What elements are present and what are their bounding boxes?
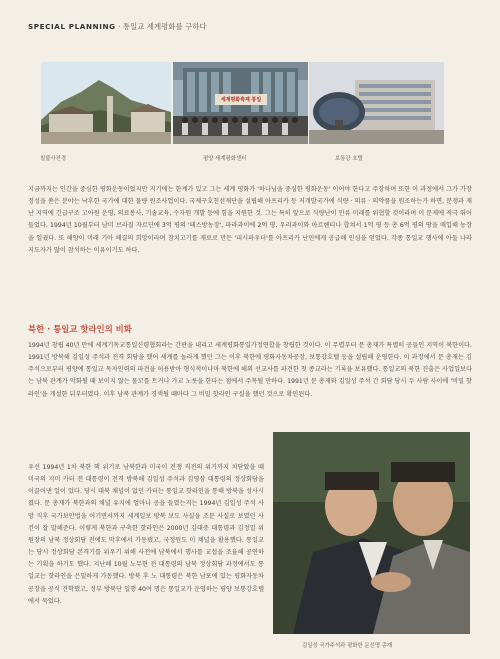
- banner-text: 세계평화축제 통일: [220, 97, 262, 103]
- header-separator: ·: [118, 22, 121, 31]
- hotel-photo: [309, 62, 444, 144]
- temple-image: [41, 62, 171, 144]
- leaders-embrace-photo: [273, 432, 470, 634]
- paragraph-hotline: 1994년 창립 40년 만에 세계기독교통일신령협회라는 간판을 내리고 세계평화통일가정연합을 창립한 것이다. 이 무렵부터 문 총재가 특별히 공들인 지역이 북한이다. 1991년 방북해 김일성 주석과 전격 회담을 했어 세계를 놀라게 했던 그는 이후 북한에 평화자동차공장, 보통강호텔 등을 설립해 운영한다. 이 과정에서 문 총재는 김 주석으로부터 평양에 통일교 독자인력의 파견을 허용받아 형식적이나마 북한에 해외 선교사를 파견한 첫 종교라는 기록을 보유했다. 통일교의 북한 진출은 사업일보다는 남북 관계가 악화될 때 보이지 않는 물꼬를 트거나 가교 노릇을 한다는 점에서 주목될 만하다. 1991년 문 총재와 김일성 주석 간 회담 당시 두 사람 사이에 '비밀 핫라인'을 개설한 뒤부터였다. 이후 남북 관계가 경색될 때마다 그 비밀 핫라인 구실을 했던 것으로 확인된다.: [28, 342, 472, 398]
- peace-center-photo: [173, 62, 308, 144]
- temple-photo: [41, 62, 171, 144]
- paragraph-history: 우선 1994년 1차 북한 핵 위기로 남북한과 미국이 전쟁 직전의 위기까지 치닫았을 때 미국의 지미 카터 전 대통령이 전격 방북해 김일성 주석과 김영삼 대통령의 정상회담을 이끌어낸 일이 있다. 당시 대북 채널이 없던 카터는 통일교 핫라인을 통해 방북을 성사시켰다. 문 총재가 북한과의 채널 유지에 얼마나 공을 들였는지는 1994년 김일성 주석 사망 직후 국가보안법을 어기면서까지 세계일보 방북 보도 사실을 조문 사실로 보였던 사건이 잘 말해준다. 이렇게 북한과 구축한 핫라인은 2000년 김대중 대통령과 김정일 위원장의 남북 정상회담 전에도 막후에서 가동됐고, 국정원도 이 채널을 활용했다. 통일교는 당시 정상회담 본격기를 위우기 위해 사전에 남북에서 행사를 교섭을 조율해 공연하는 기획을 하기도 했다. 지난해 10월 노무현 전 대통령의 남북 정상회담 과정에서도 통일교는 핫라인을 은밀하게 가동했다. 방북 후 노 대통령은 북한 남포에 있는 평화자동차공장을 공식 견학했고, 정부 방북단 일행 40여 명은 통일교가 운영하는 평양 보통강호텔에서 묵었다.: [28, 464, 264, 605]
- hotel-image: [309, 62, 444, 144]
- page-header: [28, 22, 207, 32]
- peace-center-caption: 평양 세계평화센터: [203, 156, 247, 162]
- header-subtitle: 통일교 세계평화를 구하다: [123, 22, 207, 31]
- temple-caption: 칠불사전경: [40, 156, 67, 162]
- section-title: 북한 · 통일교 핫라인의 비화: [28, 324, 132, 334]
- peace-center-image: [173, 62, 308, 144]
- leaders-embrace-image: [273, 432, 470, 634]
- paragraph-intro: 지금까지는 인간을 중심한 평화운동이었지만 지기에는 한계가 있고 그는 세계 평화가 '하나님을 중심한 평화운동' 이어야 한다고 주장하며 또한 이 과정에서 그가 가장 정성을 쏟은 분야는 낙후한 국가에 대한 물량 원조사업이다. 국제구호친선재단을 설립해 아프리카 등 저개발국가에 식량 · 의류 · 의약품을 원조하는가 하면, 분쟁과 재난 지역에 긴급구조 고아원 운영, 의료봉사, 기술교육, 수자원 개발 등에 힘을 지원한 것. 그는 특히 앞으로 식량난이 인류 미래를 위협할 것이라며 이 문제에 적극 뛰어들었다. 1994년 10월부터 남미 브라질 자르딘에 3억 평의 '테스방농장', 파라과이에 2억 평, 우리과이와 아르헨티나 합쳐서 1억 평 등 총 6억 평의 땅을 매입해 농장을 일궜다. 또 해양이 미래 기아 해결의 희망이라며 참치고기를 재료로 만든 '피시파우더'를 아프리카 난민에게 공급해 인심을 얻었다. 각종 통일교 행사에 아들 나라 지도자가 많이 참석하는 이유이기도 하다.: [28, 186, 472, 254]
- hotel-caption: 보통강 호텔: [335, 156, 363, 162]
- header-section: SPECIAL PLANNING: [28, 22, 116, 31]
- leaders-embrace-caption: 김일성 국가주석과 평화한 문선명 총재: [302, 643, 393, 649]
